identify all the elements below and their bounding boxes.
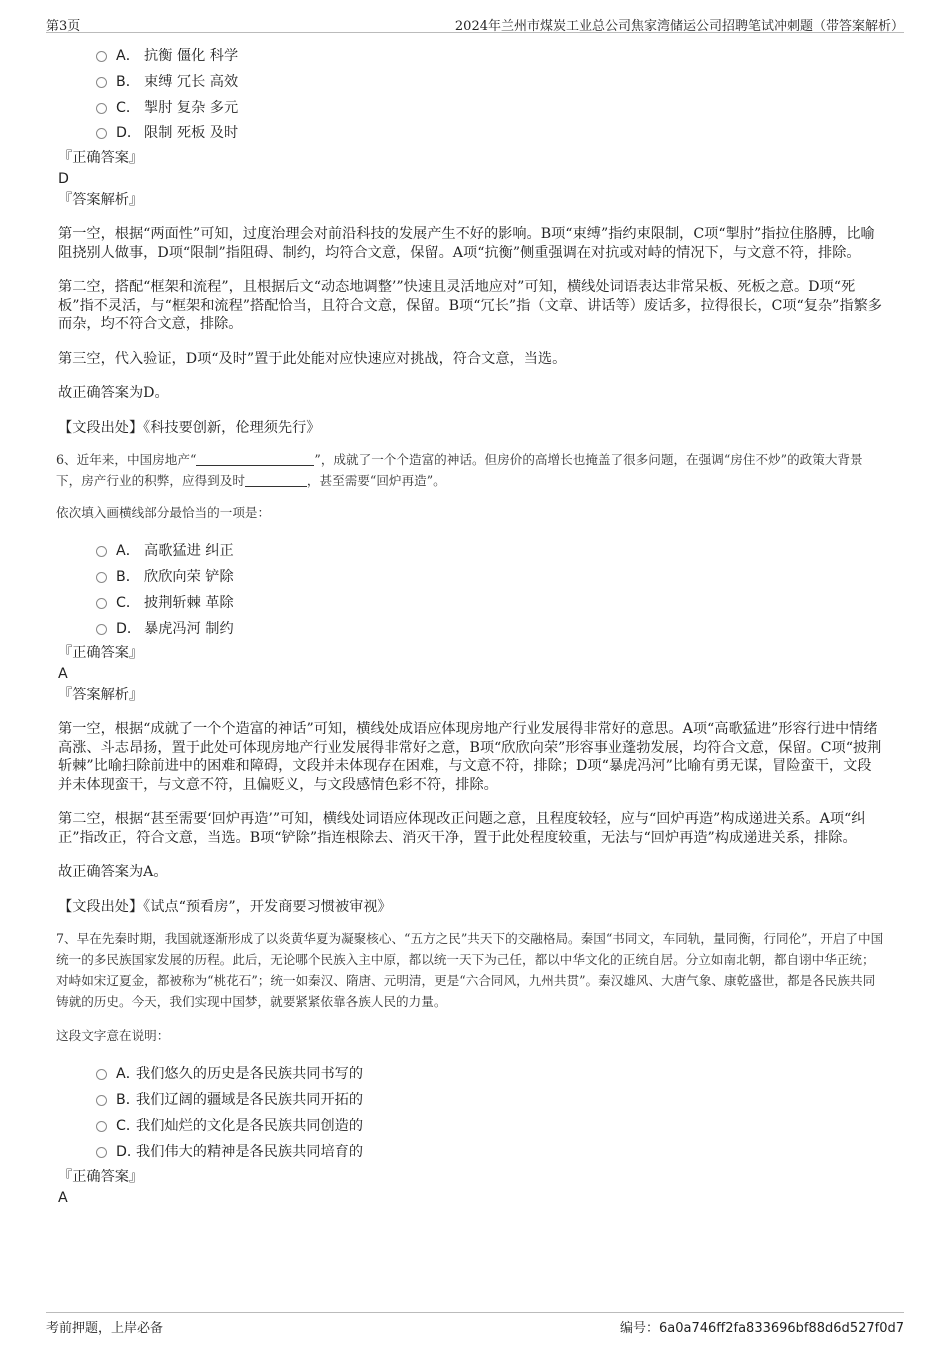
q5-option-b[interactable]: B． 束缚 冗长 高效: [96, 70, 884, 96]
main-content: [56, 44, 884, 1208]
radio-icon[interactable]: [96, 103, 107, 114]
document-code: 编号：6a0a746ff2fa833696bf88d6d527f0d7: [619, 1321, 904, 1336]
radio-icon[interactable]: [96, 572, 107, 583]
q5-analysis-p1: 第一空，根据“两面性”可知，过度治理会对前沿科技的发展产生不好的影响。B项“束缚”指约束限制，C项“掣肘”指拉住胳膊，比喻阻挠别人做事，D项“限制”指阻碍、制约，均符合文意，保留。A项“抗衡”侧重强调在对抗或对峙的情况下，与文意不符，排除。: [58, 226, 875, 261]
q6-option-b[interactable]: B． 欣欣向荣 铲除: [96, 565, 884, 591]
radio-icon[interactable]: [96, 624, 107, 635]
q7-option-d[interactable]: D．我们伟大的精神是各民族共同培育的: [96, 1140, 884, 1166]
q5-option-d[interactable]: D． 限制 死板 及时: [96, 121, 884, 147]
q7-option-c[interactable]: C．我们灿烂的文化是各民族共同创造的: [96, 1114, 884, 1140]
q6-answer-label: 『正确答案』: [58, 645, 144, 662]
page-header: [46, 10, 904, 33]
radio-icon[interactable]: [96, 1095, 107, 1106]
page-footer: [46, 1312, 904, 1335]
q6-analysis-p1: 第一空，根据“成就了一个个造富的神话”可知，横线处成语应体现房地产行业发展得非常好的意思。A项“高歌猛进”形容行进中情绪高涨、斗志昂扬，置于此处可体现房地产行业发展得非常好之意，B项“欣欣向荣”形容事业蓬勃发展，均符合文意，保留。C项“披荆斩棘”比喻扫除前进中的困难和障碍，文段并未体现存在困难，与文意不符，排除；D项“暴虎冯河”比喻有勇无谋，冒险蛮干，文段并未体现蛮干，与文意不符，且偏贬义，与文段感情色彩不符，排除。: [58, 721, 882, 793]
q7-answer: A: [58, 1189, 68, 1206]
radio-icon[interactable]: [96, 77, 107, 88]
q7-option-b[interactable]: B．我们辽阔的疆域是各民族共同开拓的: [96, 1088, 884, 1114]
q5-analysis-label: 『答案解析』: [58, 192, 144, 209]
q6-analysis-p3: 故正确答案为A。: [58, 864, 168, 881]
q6-options: [96, 539, 884, 642]
radio-icon[interactable]: [96, 1121, 107, 1132]
q5-analysis-p3: 第三空，代入验证，D项“及时”置于此处能对应快速应对挑战，符合文意，当选。: [58, 350, 567, 367]
q7-option-a[interactable]: A．我们悠久的历史是各民族共同书写的: [96, 1062, 884, 1088]
q6-analysis-label: 『答案解析』: [58, 687, 144, 704]
q5-answer: D: [58, 171, 69, 188]
q7-question: 7、早在先秦时期，我国就逐渐形成了以炎黄华夏为凝聚核心、“五方之民”共天下的交融格局。秦国“书同文，车同轨，量同衡，行同伦”，开启了中国统一的多民族国家发展的历程。此后，无论哪个民族入主中原，都以统一天下为己任，都以中华文化的正统自居。分立如南北朝，都自诩中华正统；对峙如宋辽夏金，都被称为“桃花石”；统一如秦汉、隋唐、元明清，更是“六合同风，九州共贯”。秦汉雄风、大唐气象、康乾盛世，都是各民族共同铸就的历史。今天，我们实现中国梦，就要紧紧依靠各族人民的力量。: [56, 931, 884, 1010]
q5-option-a[interactable]: A． 抗衡 僵化 科学: [96, 44, 884, 70]
q6-option-c[interactable]: C． 披荆斩棘 革除: [96, 591, 884, 617]
q6-analysis-p2: 第二空，根据“甚至需要‘回炉再造’”可知，横线处词语应体现改正问题之意，且程度较轻，应与“回炉再造”构成递进关系。A项“纠正”指改正，符合文意，当选。B项“铲除”指连根除去、消灭干净，置于此处程度较重，无法与“回炉再造”构成递进关系，排除。: [58, 811, 866, 846]
q5-option-c[interactable]: C． 掣肘 复杂 多元: [96, 96, 884, 122]
q5-options: [96, 44, 884, 147]
q6-prompt: 依次填入画横线部分最恰当的一项是：: [56, 505, 271, 521]
radio-icon[interactable]: [96, 51, 107, 62]
q5-analysis-p4: 故正确答案为D。: [58, 385, 169, 402]
radio-icon[interactable]: [96, 128, 107, 139]
footer-slogan: 考前押题，上岸必备: [46, 1321, 164, 1336]
radio-icon[interactable]: [96, 546, 107, 557]
q5-source: 【文段出处】《科技要创新，伦理须先行》: [58, 419, 321, 436]
q5-analysis-p2: 第二空，搭配“框架和流程”，且根据后文“动态地调整’”快速且灵活地应对”可知，横线处词语表达非常呆板、死板之意。D项“死板”指不灵活，与“框架和流程”搭配恰当，且符合文意，保留。B项“冗长”指（文章、讲话等）废话多，拉得很长，C项“复杂”指繁多而杂，均不符合文意，排除。: [58, 279, 882, 333]
q6-blank-2: [245, 474, 307, 487]
q6-option-d[interactable]: D． 暴虎冯河 制约: [96, 617, 884, 643]
q6-question: 6、近年来，中国房地产“ ”，成就了一个个造富的神话。但房价的高增长也掩盖了很多问题，在强调“房住不炒”的政策大背景下，房产行业的积弊，应得到及时 ，甚至需要“回炉再造”。: [56, 452, 863, 489]
q7-answer-label: 『正确答案』: [58, 1168, 144, 1185]
q6-option-a[interactable]: A． 高歌猛进 纠正: [96, 539, 884, 565]
q5-answer-label: 『正确答案』: [58, 150, 144, 167]
q6-source: 【文段出处】《试点“预看房”，开发商要习惯被审视》: [58, 898, 392, 915]
radio-icon[interactable]: [96, 598, 107, 609]
radio-icon[interactable]: [96, 1069, 107, 1080]
q7-prompt: 这段文字意在说明：: [56, 1028, 170, 1044]
radio-icon[interactable]: [96, 1147, 107, 1158]
q6-blank-1: [196, 453, 314, 466]
page-number: 第3页: [46, 19, 81, 34]
q7-options: [96, 1062, 884, 1165]
q6-answer: A: [58, 666, 68, 683]
document-title: 2024年兰州市煤炭工业总公司焦家湾储运公司招聘笔试冲刺题（带答案解析）: [454, 19, 904, 34]
